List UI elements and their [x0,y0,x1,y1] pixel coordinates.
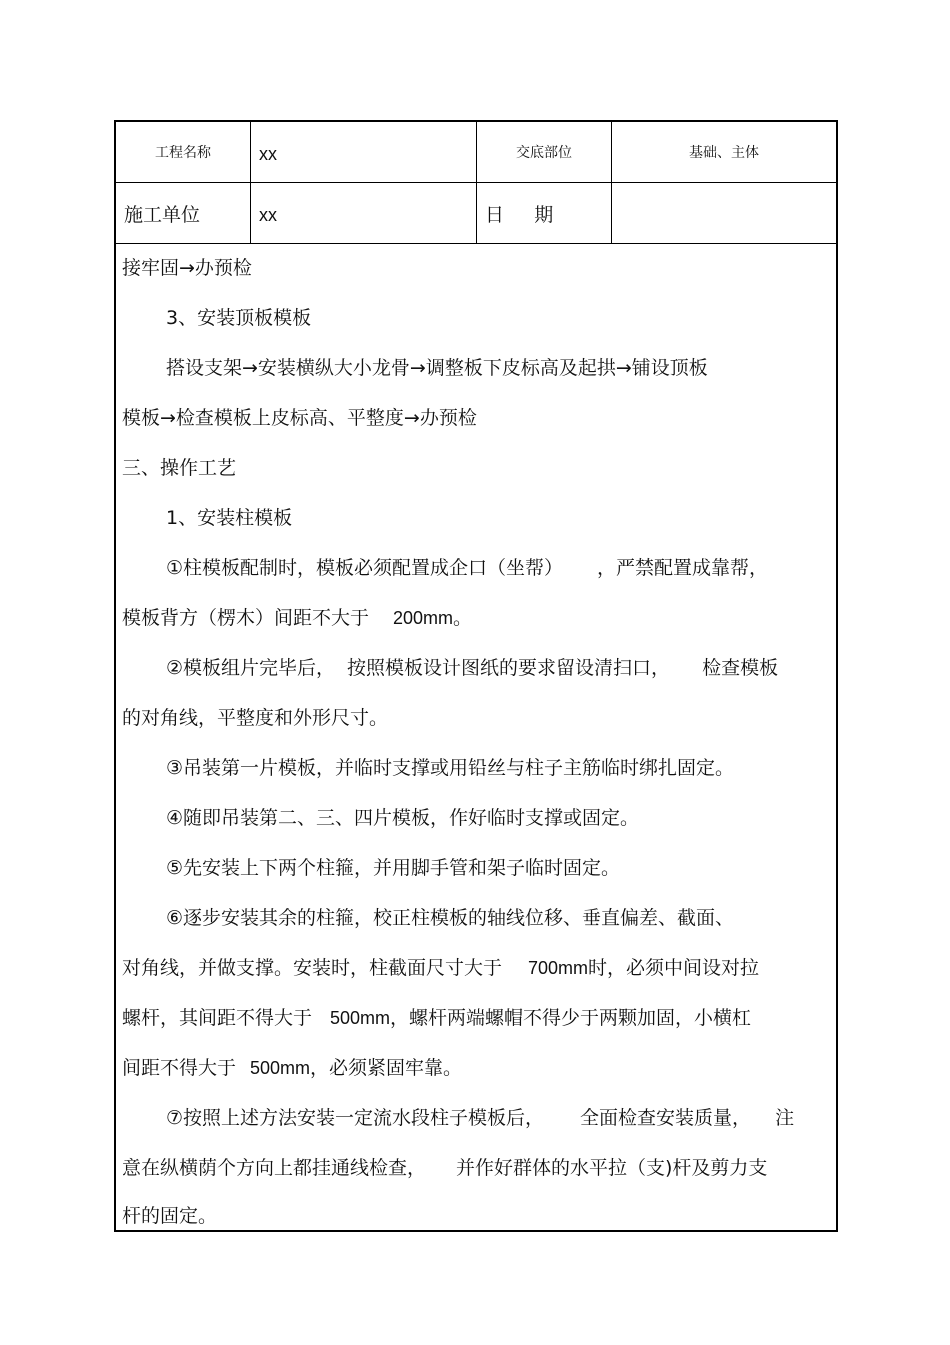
body-line [166,1106,794,1130]
disclosure-part-label: 交底部位 [516,145,572,161]
text-run: ②模板组片完毕后， [166,657,336,679]
text-run: ①柱模板配制时，模板必须配置成企口（坐帮） [166,557,564,579]
text-run: 500mm [330,1008,391,1028]
disclosure-part-value: 基础、主体 [689,145,759,161]
body-line [166,656,778,680]
body-line: 的对角线，平整度和外形尺寸。 [122,707,389,729]
body-line: ⑤先安装上下两个柱箍，并用脚手管和架子临时固定。 [166,857,621,879]
text-run: ，螺杆两端螺帽不得少于两颗加固，小横杠 [390,1007,752,1029]
project-name-value: xx [259,143,277,164]
body-line [122,606,472,630]
text-run: 。 [453,607,473,629]
construction-unit-value: xx [259,204,277,225]
body-line: ③吊装第一片模板，并临时支撑或用铅丝与柱子主筋临时绑扎固定。 [166,757,735,779]
body-line [122,1006,751,1030]
text-run: ，严禁配置成靠帮， [597,557,769,579]
text-run: 对角线，并做支撑。安装时，柱截面尺寸大于 [122,957,503,979]
body-line: 接牢固→办预检 [122,257,252,279]
body-line: 3、安装顶板模板 [166,307,312,329]
text-run: 按照模板设计图纸的要求留设清扫口， [347,657,671,679]
subsection-heading: 1、安装柱模板 [166,507,293,529]
body-line: ⑥逐步安装其余的柱箍，校正柱模板的轴线位移、垂直偏差、截面、 [166,907,735,929]
text-run: ，必须紧固牢靠。 [310,1057,463,1079]
row-divider [116,243,836,244]
text-run: 并作好群体的水平拉（支)杆及剪力支 [456,1157,768,1179]
text-run: 检查模板 [702,657,779,679]
text-run: 时，必须中间设对拉 [588,957,760,979]
text-run: 模板背方（楞木）间距不大于 [122,607,370,629]
section-heading: 三、操作工艺 [122,457,237,479]
date-label: 日 期 [485,203,554,226]
text-run: 700mm [528,958,589,978]
project-name-label: 工程名称 [155,145,211,161]
text-run: 500mm [250,1058,311,1078]
body-line: ④随即吊装第二、三、四片模板，作好临时支撑或固定。 [166,807,640,829]
text-run: ⑦按照上述方法安装一定流水段柱子模板后， [166,1107,545,1129]
construction-unit-label: 施工单位 [124,203,201,226]
text-run: 全面检查安装质量， [580,1107,752,1129]
body-line: 模板→检查模板上皮标高、平整度→办预检 [122,407,477,429]
body-line [122,1056,462,1080]
date-value [612,183,836,243]
text-run: 意在纵横荫个方向上都挂通线检查， [122,1157,427,1179]
body-line: 杆的固定。 [122,1205,218,1227]
body-line [122,956,759,980]
body-line [166,556,768,580]
text-run: 螺杆，其间距不得大于 [122,1007,313,1029]
text-run: 间距不得大于 [122,1057,237,1079]
body-line: 搭设支架→安装横纵大小龙骨→调整板下皮标高及起拱→铺设顶板 [166,357,708,379]
text-run: 注 [775,1107,795,1129]
body-line [122,1156,767,1180]
text-run: 200mm [393,608,454,628]
